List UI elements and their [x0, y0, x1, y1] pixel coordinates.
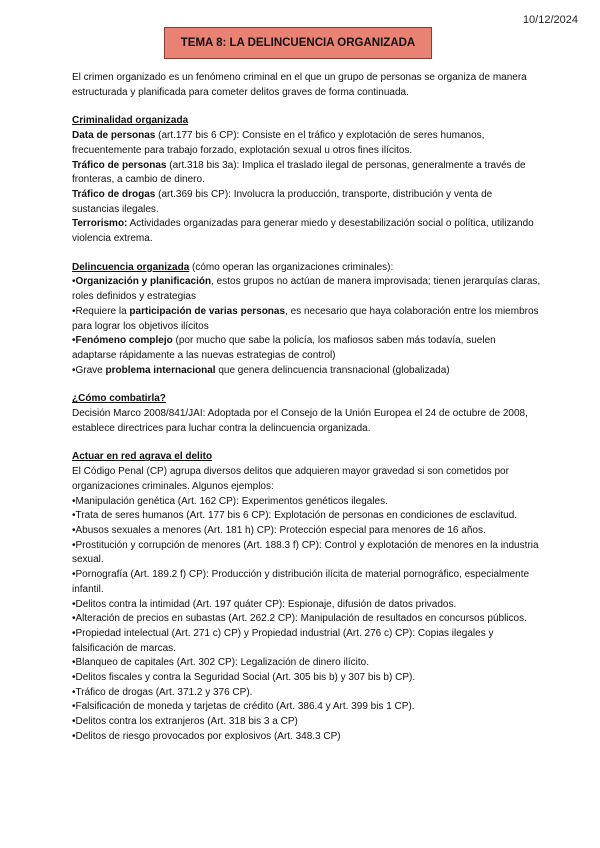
red-list-item: •Delitos de riesgo provocados por explosivos (Art. 348.3 CP) [72, 730, 341, 742]
red-list-item: •Prostitución y corrupción de menores (Art. 188.3 f) CP): Control y explotación de menores en la industria sexual. [72, 539, 539, 566]
delincuencia-item [72, 334, 542, 363]
item-term: Terrorismo: [72, 218, 128, 230]
red-list-item: •Delitos contra la intimidad (Art. 197 quáter CP): Espionaje, difusión de datos privados. [72, 598, 457, 610]
item-bold: participación de varias personas [129, 305, 286, 317]
criminalidad-item [72, 129, 542, 158]
red-list-item: •Alteración de precios en subastas (Art. 262.2 CP): Manipulación de resultados en concursos públicos. [72, 613, 527, 625]
page-title-text: TEMA 8: LA DELINCUENCIA ORGANIZADA [180, 37, 416, 49]
criminalidad-item [72, 217, 542, 246]
item-text: (art.318 bis 3a): Implica el traslado ilegal de personas, generalmente a través de fronteras, a cambio de dinero. [72, 159, 526, 186]
item-bold: Fenómeno complejo [75, 335, 173, 347]
item-post: que genera delincuencia transnacional (globalizada) [215, 364, 450, 376]
red-heading: Actuar en red agrava el delito [72, 451, 213, 463]
delincuencia-heading-suffix: (cómo operan las organizaciones criminales): [189, 261, 394, 273]
item-text: (art.177 bis 6 CP): Consiste en el tráfico y explotación de seres humanos, frecuentemente para trabajo forzado, explotación sexual u otros fines ilícitos. [72, 130, 485, 156]
delincuencia-item [72, 364, 542, 379]
delincuencia-item [72, 305, 542, 334]
item-bold: Organización y planificación [75, 276, 212, 288]
section-combatirla [72, 392, 542, 436]
section-red [72, 450, 542, 744]
item-text: (art.369 bis CP): Involucra la producción, transporte, distribución y venta de sustancias ilegales. [72, 188, 493, 215]
red-list-item: •Delitos contra los extranjeros (Art. 318 bis 3 a CP) [72, 716, 298, 728]
combatirla-text: Decisión Marco 2008/841/JAI: Adoptada por el Consejo de la Unión Europea el 24 de octubre de 2008, establece directrices para luchar contra la delincuencia organizada. [72, 408, 528, 434]
item-pre: •Requiere la [72, 305, 130, 317]
red-list-item: •Falsificación de moneda y tarjetas de crédito (Art. 386.4 y Art. 399 bis 1 CP). [72, 701, 415, 713]
red-list-item: •Trata de seres humanos (Art. 177 bis 6 CP): Explotación de personas en condiciones de esclavitud. [72, 510, 518, 522]
criminalidad-item [72, 188, 542, 217]
red-intro: El Código Penal (CP) agrupa diversos delitos que adquieren mayor gravedad si son cometidos por organizaciones criminales. Algunos ejemplos: [72, 466, 509, 492]
red-list-item: •Delitos fiscales y contra la Seguridad Social (Art. 305 bis b) y 307 bis b) CP). [72, 672, 416, 684]
red-list-item: •Pornografía (Art. 189.2 f) CP): Producción y distribución ilícita de material pornográfico, especialmente infantil. [72, 569, 530, 595]
item-text: Actividades organizadas para generar miedo y desestabilización social o política, utilizando violencia extrema. [72, 218, 534, 245]
section-delincuencia [72, 261, 542, 379]
page-title [164, 27, 432, 59]
item-bold: problema internacional [105, 364, 216, 376]
red-list-item: •Abusos sexuales a menores (Art. 181 h) CP): Protección especial para menores de 16 años. [72, 524, 486, 536]
item-term: Tráfico de personas [72, 159, 167, 171]
item-post: (por mucho que sabe la policía, los mafiosos saben más todavía, suelen adaptarse rápidamente a las nuevas estrategias de control) [72, 335, 496, 361]
item-pre: •Grave [72, 364, 106, 376]
criminalidad-item [72, 159, 542, 188]
criminalidad-heading: Criminalidad organizada [72, 115, 189, 127]
item-pre: • [72, 335, 76, 347]
combatirla-heading: ¿Cómo combatirla? [72, 393, 166, 405]
item-pre: • [72, 276, 76, 288]
item-term: Data de personas [72, 130, 156, 142]
red-list-item: •Manipulación genética (Art. 162 CP): Experimentos genéticos ilegales. [72, 495, 388, 507]
red-list-item: •Blanqueo de capitales (Art. 302 CP): Legalización de dinero ilícito. [72, 657, 370, 669]
section-criminalidad [72, 114, 542, 246]
delincuencia-heading-title: Delincuencia organizada [72, 261, 190, 273]
item-post: , es necesario que haya colaboración entre los miembros para lograr los objetivos ilícitos [72, 305, 539, 332]
delincuencia-heading [72, 261, 542, 276]
item-post: , estos grupos no actúan de manera improvisada; tienen jerarquías claras, roles definidos y estrategias [72, 276, 541, 303]
red-list-item: •Propiedad intelectual (Art. 271 c) CP) y Propiedad industrial (Art. 276 c) CP): Copias ilegales y falsificación de marcas. [72, 627, 494, 654]
document-body [72, 71, 542, 745]
delincuencia-item [72, 275, 542, 304]
intro-paragraph: El crimen organizado es un fenómeno criminal en el que un grupo de personas se organiza de manera estructurada y planificada para cometer delitos graves de forma continuada. [72, 72, 527, 98]
red-list-item: •Tráfico de drogas (Art. 371.2 y 376 CP). [72, 686, 253, 698]
document-date: 10/12/2024 [522, 14, 578, 26]
item-term: Tráfico de drogas [72, 188, 156, 200]
